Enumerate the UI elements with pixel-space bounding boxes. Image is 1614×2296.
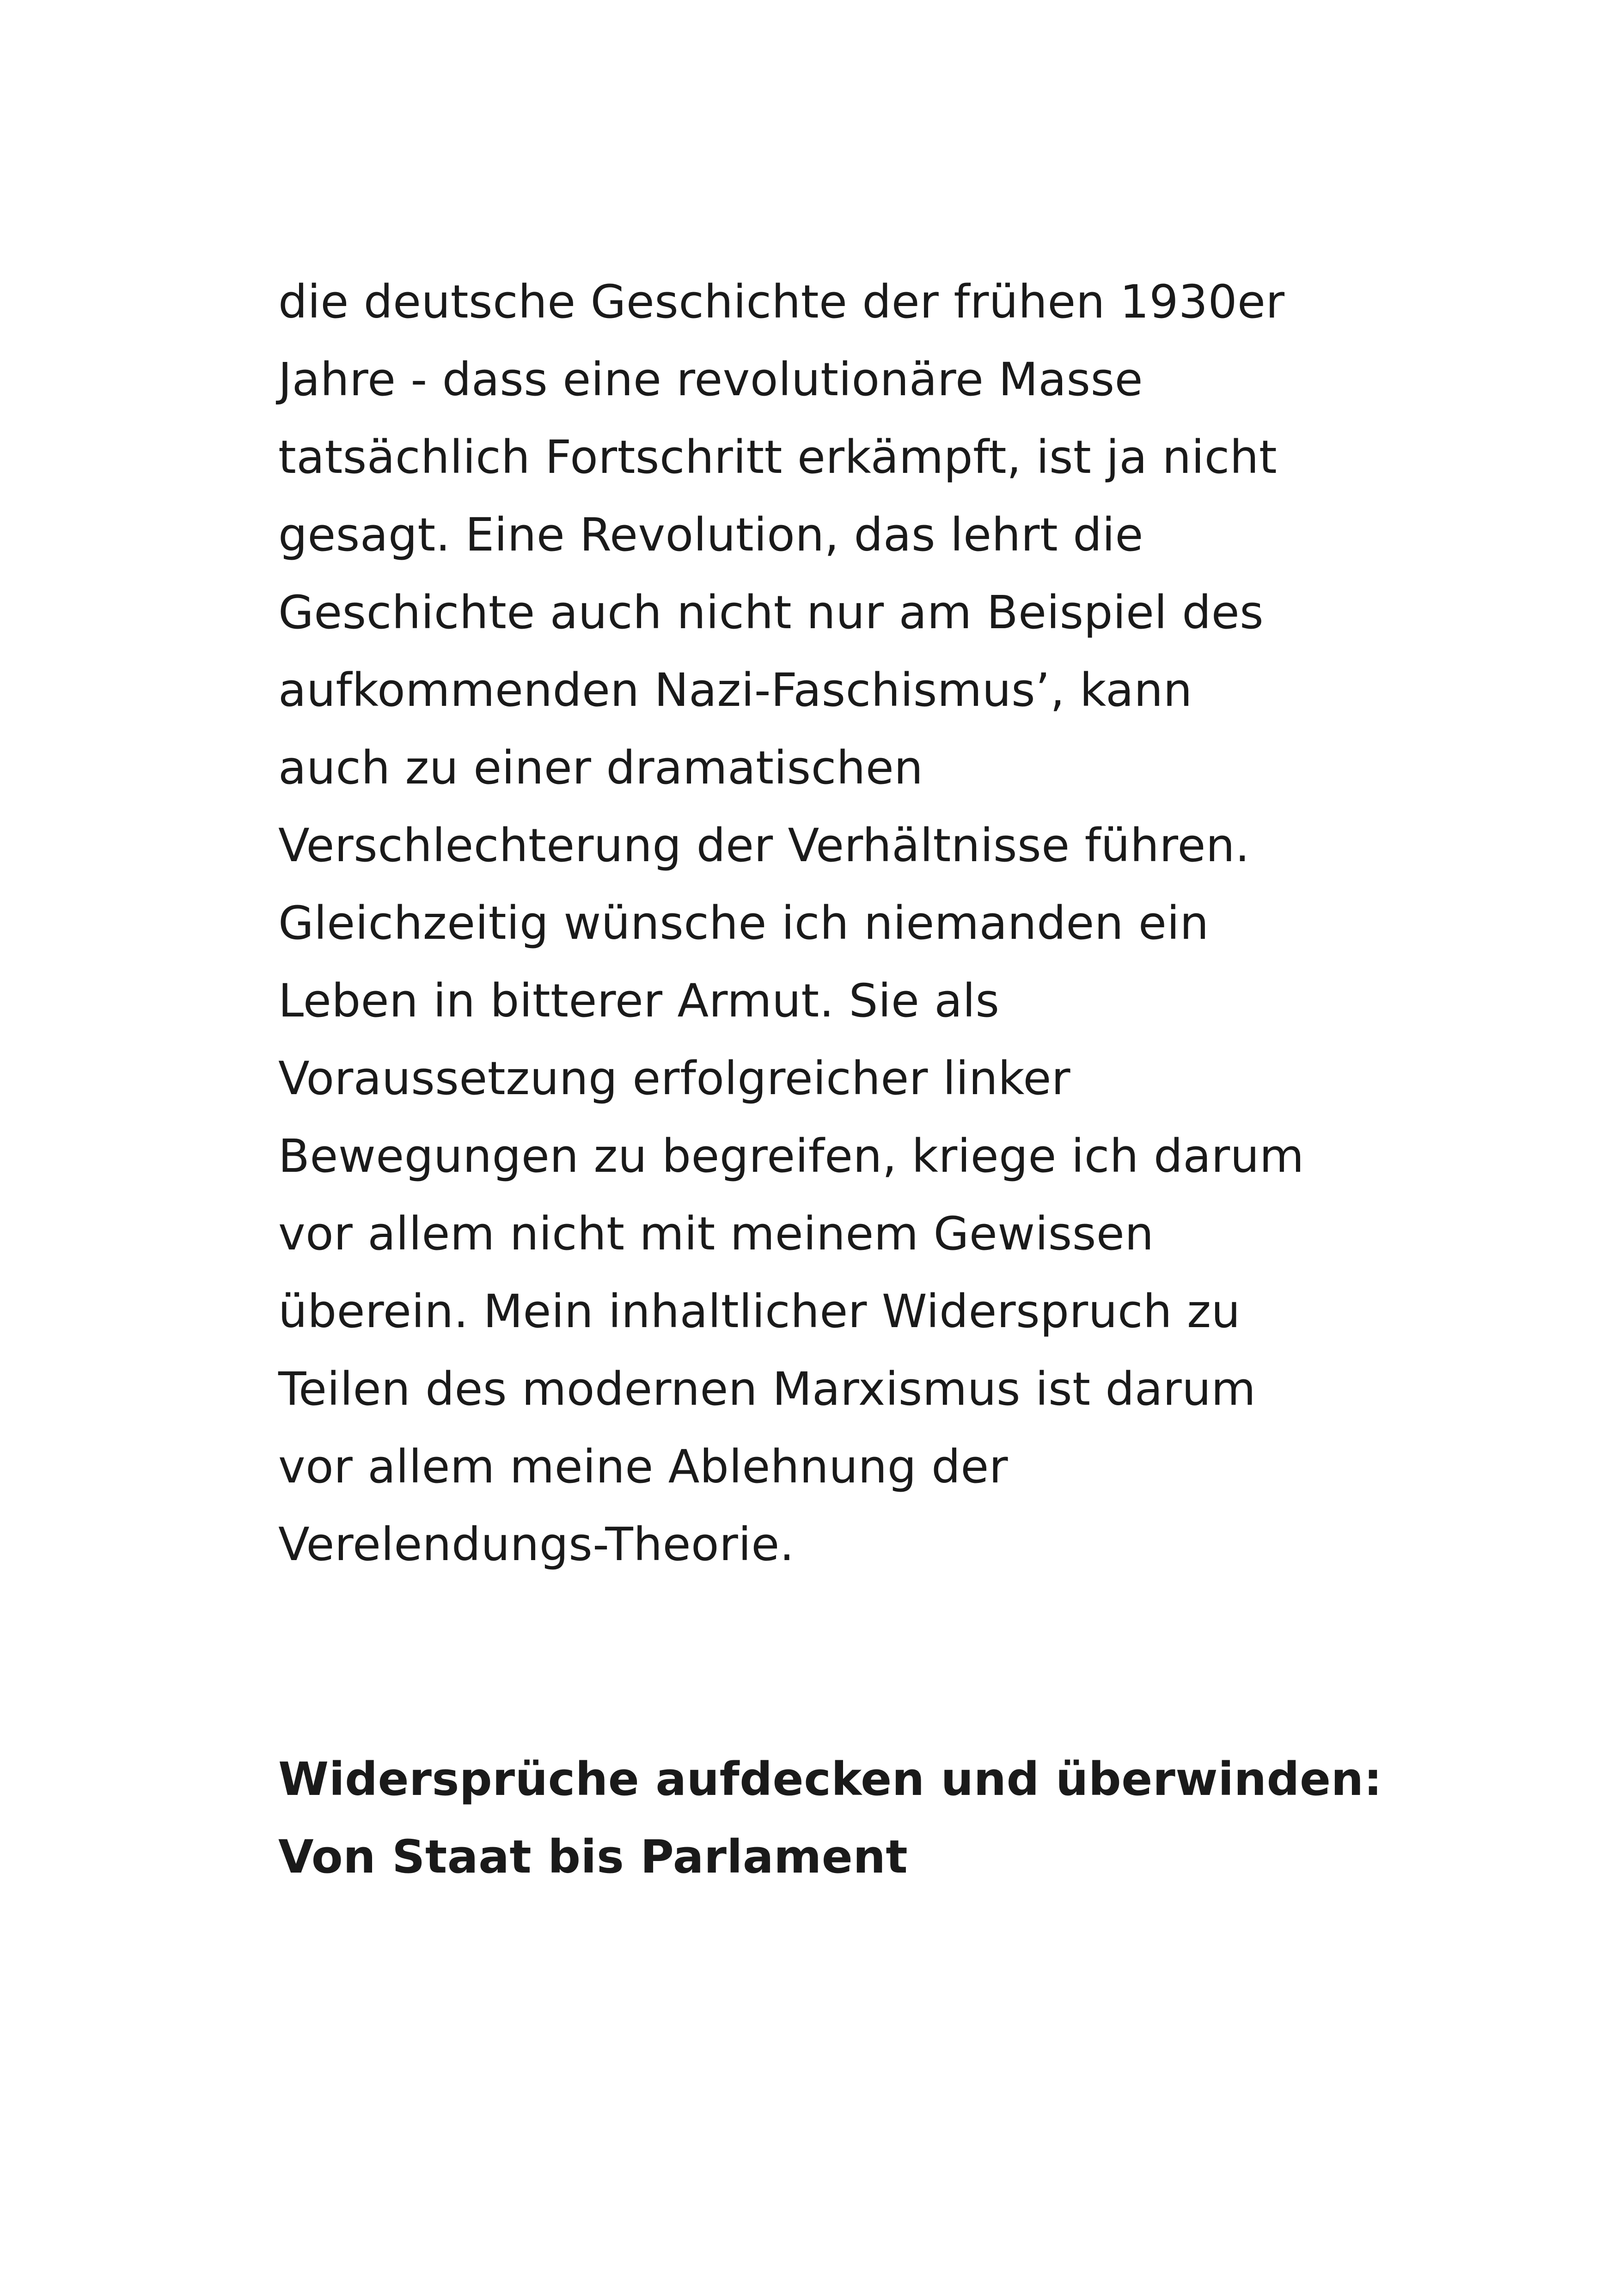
heading-line: Widersprüche aufdecken und überwinden: — [278, 1753, 1382, 1806]
body-line: Geschichte auch nicht nur am Beispiel des — [278, 586, 1264, 639]
body-line: vor allem meine Ablehnung der — [278, 1440, 1009, 1494]
body-line: Voraussetzung erfolgreicher linker — [278, 1052, 1071, 1105]
body-line: Teilen des modernen Marxismus ist darum — [278, 1363, 1256, 1416]
page-content — [278, 263, 1382, 1896]
body-line: Leben in bitterer Armut. Sie als — [278, 974, 1000, 1028]
body-line: Verelendungs-Theorie. — [278, 1518, 795, 1571]
body-line: die deutsche Geschichte der frühen 1930er — [278, 276, 1285, 329]
body-line: überein. Mein inhaltlicher Widerspruch zu — [278, 1285, 1241, 1338]
body-line: Jahre - dass eine revolutionäre Masse — [278, 353, 1143, 406]
body-line: Verschlechterung der Verhältnisse führen. — [278, 819, 1250, 872]
body-line: gesagt. Eine Revolution, das lehrt die — [278, 508, 1143, 562]
body-paragraph — [278, 263, 1355, 1584]
heading-line: Von Staat bis Parlament — [278, 1831, 908, 1884]
body-line: auch zu einer dramatischen — [278, 741, 923, 795]
body-line: aufkommenden Nazi-Faschismus’, kann — [278, 664, 1192, 717]
body-line: Bewegungen zu begreifen, kriege ich darum — [278, 1130, 1304, 1183]
body-line: vor allem nicht mit meinem Gewissen — [278, 1207, 1154, 1261]
section-heading — [278, 1741, 1382, 1896]
body-line: tatsächlich Fortschritt erkämpft, ist ja nicht — [278, 431, 1278, 484]
body-line: Gleichzeitig wünsche ich niemanden ein — [278, 897, 1209, 950]
